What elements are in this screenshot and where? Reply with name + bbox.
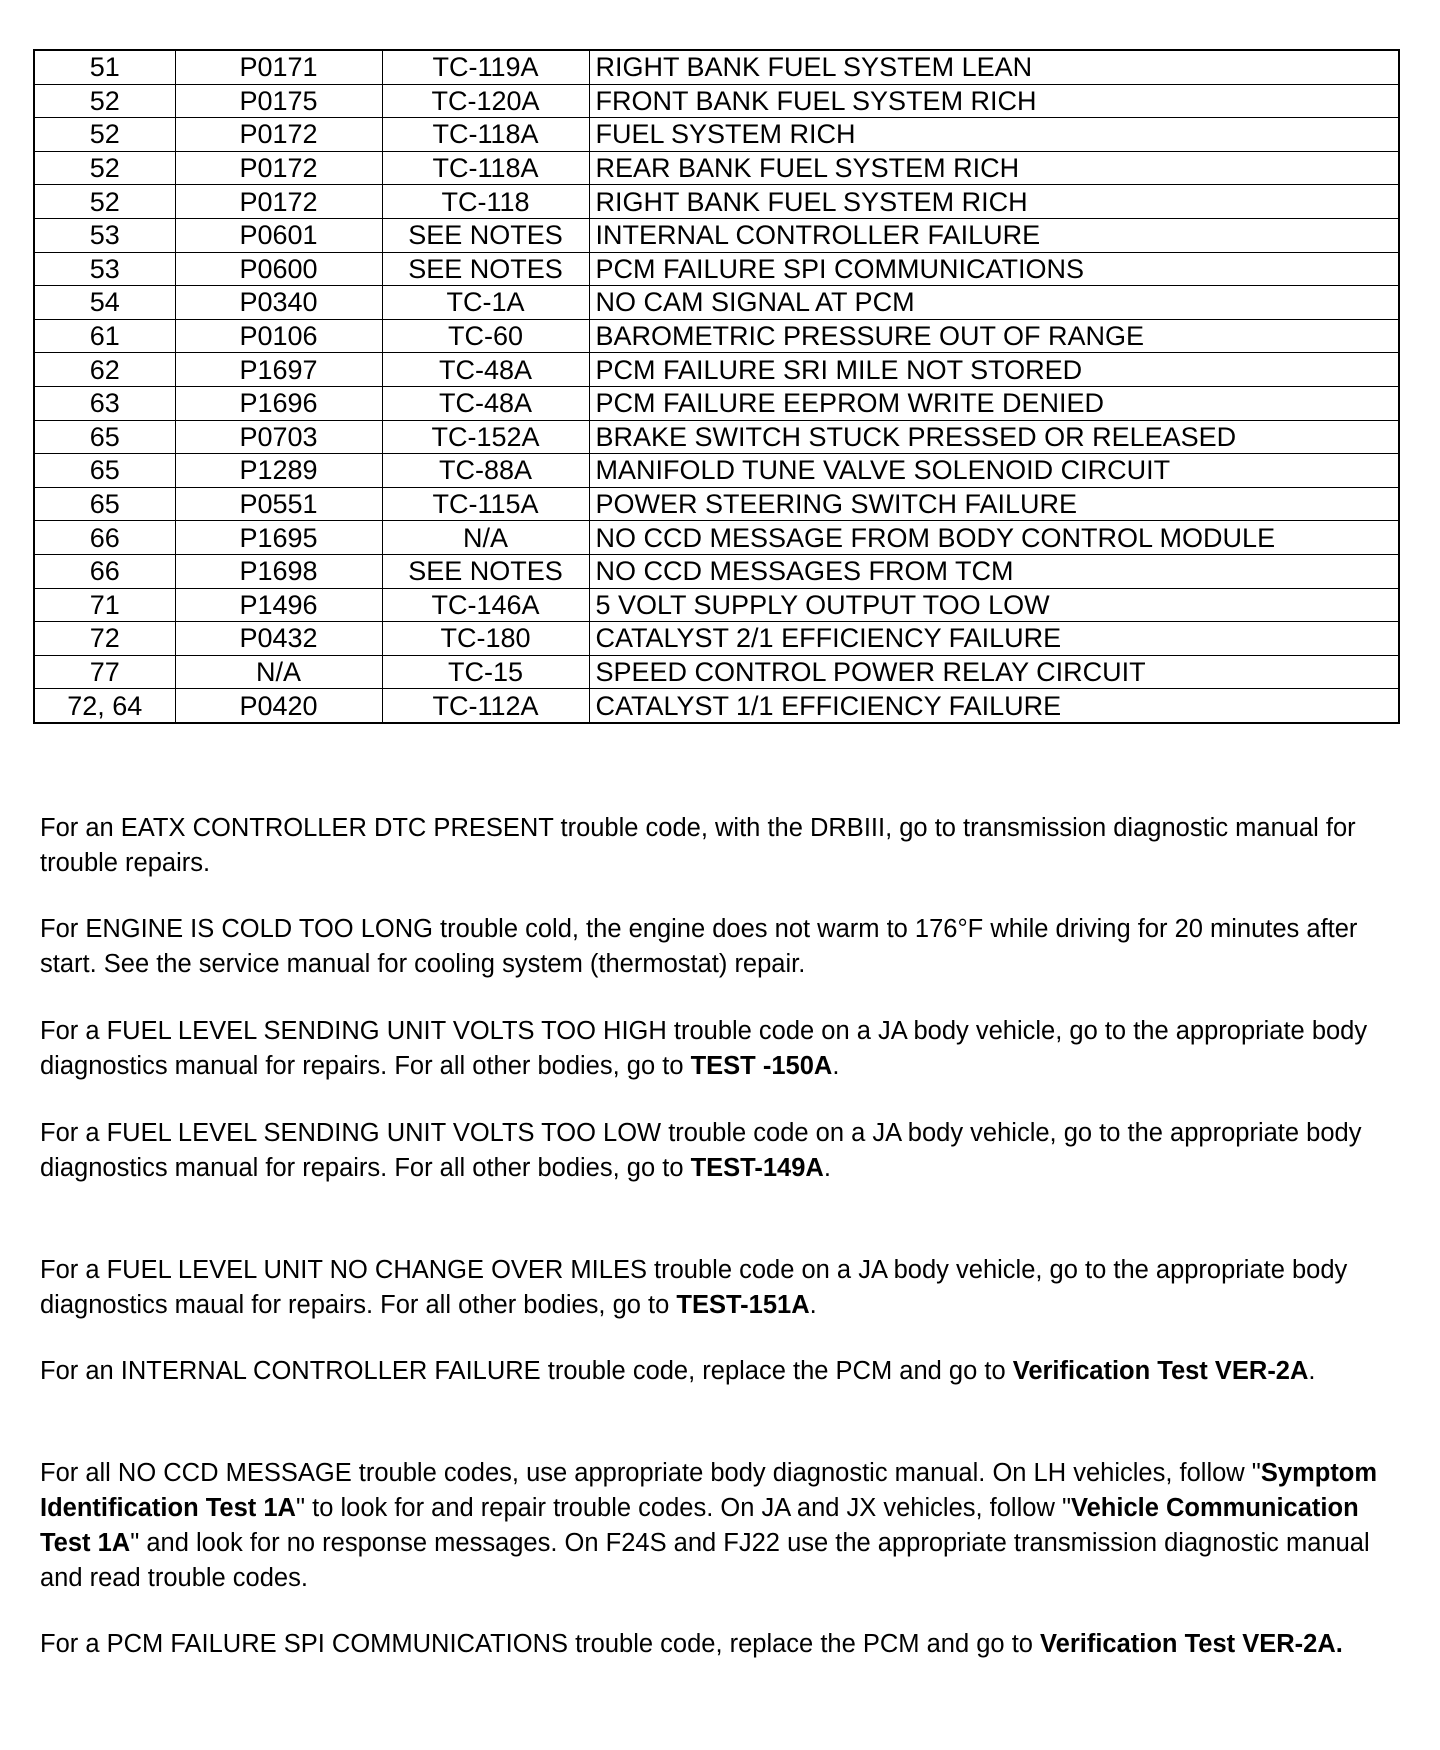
dtc-code-cell: P0601 xyxy=(175,218,382,252)
note-paragraph xyxy=(40,1627,1410,1662)
table-row xyxy=(34,286,1399,320)
code-number-cell: 65 xyxy=(34,454,175,488)
dtc-code-cell: P1697 xyxy=(175,353,382,387)
test-ref-cell: TC-48A xyxy=(382,353,589,387)
description-cell: RIGHT BANK FUEL SYSTEM LEAN xyxy=(589,50,1399,84)
table-row xyxy=(34,689,1399,723)
note-text: For a FUEL LEVEL UNIT NO CHANGE OVER MILES trouble code on a JA body vehicle, go to the appropriate body diagnostics maual for repairs. For all other bodies, go to xyxy=(40,1256,1348,1319)
dtc-code-cell: N/A xyxy=(175,655,382,689)
note-text: . xyxy=(809,1291,817,1319)
note-emphasis: Vehicle Communication Test 1A xyxy=(40,1494,1359,1557)
note-paragraph xyxy=(40,1014,1410,1084)
dtc-code-cell: P0600 xyxy=(175,252,382,286)
table-row xyxy=(34,319,1399,353)
description-cell: FUEL SYSTEM RICH xyxy=(589,118,1399,152)
dtc-code-cell: P1696 xyxy=(175,386,382,420)
code-number-cell: 72 xyxy=(34,622,175,656)
test-ref-cell: TC-60 xyxy=(382,319,589,353)
note-text: For ENGINE IS COLD TOO LONG trouble cold, the engine does not warm to 176°F while driving for 20 minutes after start. See the service manual for cooling system (thermostat) repair. xyxy=(40,915,1358,978)
description-cell: SPEED CONTROL POWER RELAY CIRCUIT xyxy=(589,655,1399,689)
note-text: For an EATX CONTROLLER DTC PRESENT trouble code, with the DRBIII, go to transmission diagnostic manual for trouble repairs. xyxy=(40,814,1356,877)
table-row xyxy=(34,218,1399,252)
note-text: For a FUEL LEVEL SENDING UNIT VOLTS TOO LOW trouble code on a JA body vehicle, go to the appropriate body diagnostics manual for repairs. For all other bodies, go to xyxy=(40,1119,1362,1182)
dtc-code-cell: P0703 xyxy=(175,420,382,454)
note-text: " to look for and repair trouble codes. On JA and JX vehicles, follow " xyxy=(295,1494,1071,1522)
note-emphasis: TEST -150A xyxy=(690,1052,833,1080)
dtc-code-cell: P0551 xyxy=(175,487,382,521)
description-cell: PCM FAILURE SPI COMMUNICATIONS xyxy=(589,252,1399,286)
code-number-cell: 53 xyxy=(34,218,175,252)
code-number-cell: 52 xyxy=(34,185,175,219)
code-number-cell: 71 xyxy=(34,588,175,622)
test-ref-cell: TC-146A xyxy=(382,588,589,622)
note-text: For a FUEL LEVEL SENDING UNIT VOLTS TOO HIGH trouble code on a JA body vehicle, go to the appropriate body diagnostics manual for repairs. For all other bodies, go to xyxy=(40,1017,1368,1080)
code-number-cell: 77 xyxy=(34,655,175,689)
note-text: . xyxy=(832,1052,840,1080)
description-cell: CATALYST 1/1 EFFICIENCY FAILURE xyxy=(589,689,1399,723)
code-number-cell: 52 xyxy=(34,118,175,152)
dtc-code-cell: P1695 xyxy=(175,521,382,555)
note-paragraph xyxy=(40,912,1410,982)
code-number-cell: 66 xyxy=(34,521,175,555)
code-number-cell: 62 xyxy=(34,353,175,387)
note-emphasis: TEST-149A xyxy=(690,1154,824,1182)
description-cell: INTERNAL CONTROLLER FAILURE xyxy=(589,218,1399,252)
description-cell: MANIFOLD TUNE VALVE SOLENOID CIRCUIT xyxy=(589,454,1399,488)
dtc-code-cell: P0340 xyxy=(175,286,382,320)
description-cell: NO CCD MESSAGE FROM BODY CONTROL MODULE xyxy=(589,521,1399,555)
description-cell: 5 VOLT SUPPLY OUTPUT TOO LOW xyxy=(589,588,1399,622)
test-ref-cell: SEE NOTES xyxy=(382,554,589,588)
description-cell: FRONT BANK FUEL SYSTEM RICH xyxy=(589,84,1399,118)
code-number-cell: 66 xyxy=(34,554,175,588)
code-number-cell: 52 xyxy=(34,84,175,118)
dtc-code-cell: P1289 xyxy=(175,454,382,488)
test-ref-cell: TC-152A xyxy=(382,420,589,454)
code-number-cell: 54 xyxy=(34,286,175,320)
table-row xyxy=(34,487,1399,521)
code-number-cell: 63 xyxy=(34,386,175,420)
description-cell: BAROMETRIC PRESSURE OUT OF RANGE xyxy=(589,319,1399,353)
test-ref-cell: TC-118 xyxy=(382,185,589,219)
note-text: For an INTERNAL CONTROLLER FAILURE trouble code, replace the PCM and go to xyxy=(40,1357,1013,1385)
test-ref-cell: TC-1A xyxy=(382,286,589,320)
table-row xyxy=(34,454,1399,488)
note-paragraph xyxy=(40,1116,1410,1186)
note-text: . xyxy=(1308,1357,1316,1385)
test-ref-cell: TC-120A xyxy=(382,84,589,118)
table-row xyxy=(34,588,1399,622)
dtc-code-cell: P0420 xyxy=(175,689,382,723)
test-ref-cell: TC-118A xyxy=(382,118,589,152)
description-cell: RIGHT BANK FUEL SYSTEM RICH xyxy=(589,185,1399,219)
table-row xyxy=(34,420,1399,454)
test-ref-cell: TC-88A xyxy=(382,454,589,488)
description-cell: BRAKE SWITCH STUCK PRESSED OR RELEASED xyxy=(589,420,1399,454)
note-emphasis: Verification Test VER-2A. xyxy=(1040,1630,1343,1658)
test-ref-cell: TC-115A xyxy=(382,487,589,521)
dtc-table xyxy=(33,49,1400,724)
code-number-cell: 65 xyxy=(34,420,175,454)
dtc-code-cell: P0172 xyxy=(175,118,382,152)
dtc-code-cell: P0175 xyxy=(175,84,382,118)
note-emphasis: Symptom Identification Test 1A xyxy=(40,1459,1378,1522)
table-row xyxy=(34,151,1399,185)
note-text: For a PCM FAILURE SPI COMMUNICATIONS trouble code, replace the PCM and go to xyxy=(40,1630,1041,1658)
test-ref-cell: TC-48A xyxy=(382,386,589,420)
note-text: . xyxy=(823,1154,831,1182)
description-cell: PCM FAILURE SRI MILE NOT STORED xyxy=(589,353,1399,387)
test-ref-cell: TC-118A xyxy=(382,151,589,185)
code-number-cell: 65 xyxy=(34,487,175,521)
note-paragraph xyxy=(40,1456,1410,1596)
table-row xyxy=(34,655,1399,689)
dtc-code-cell: P1698 xyxy=(175,554,382,588)
note-paragraph xyxy=(40,1253,1410,1323)
code-number-cell: 52 xyxy=(34,151,175,185)
table-row xyxy=(34,521,1399,555)
table-row xyxy=(34,353,1399,387)
test-ref-cell: N/A xyxy=(382,521,589,555)
dtc-code-cell: P0171 xyxy=(175,50,382,84)
dtc-code-cell: P0432 xyxy=(175,622,382,656)
description-cell: PCM FAILURE EEPROM WRITE DENIED xyxy=(589,386,1399,420)
test-ref-cell: TC-119A xyxy=(382,50,589,84)
table-row xyxy=(34,118,1399,152)
note-emphasis: Verification Test VER-2A xyxy=(1012,1357,1309,1385)
description-cell: NO CCD MESSAGES FROM TCM xyxy=(589,554,1399,588)
dtc-table-body xyxy=(34,50,1399,723)
description-cell: CATALYST 2/1 EFFICIENCY FAILURE xyxy=(589,622,1399,656)
test-ref-cell: TC-112A xyxy=(382,689,589,723)
table-row xyxy=(34,386,1399,420)
table-row xyxy=(34,622,1399,656)
description-cell: REAR BANK FUEL SYSTEM RICH xyxy=(589,151,1399,185)
note-emphasis: TEST-151A xyxy=(676,1291,810,1319)
dtc-code-cell: P1496 xyxy=(175,588,382,622)
dtc-code-cell: P0106 xyxy=(175,319,382,353)
test-ref-cell: SEE NOTES xyxy=(382,252,589,286)
table-row xyxy=(34,185,1399,219)
dtc-code-cell: P0172 xyxy=(175,185,382,219)
code-number-cell: 51 xyxy=(34,50,175,84)
table-row xyxy=(34,252,1399,286)
dtc-code-cell: P0172 xyxy=(175,151,382,185)
note-paragraph xyxy=(40,811,1410,881)
note-paragraph xyxy=(40,1354,1410,1389)
description-cell: POWER STEERING SWITCH FAILURE xyxy=(589,487,1399,521)
table-row xyxy=(34,84,1399,118)
code-number-cell: 72, 64 xyxy=(34,689,175,723)
table-row xyxy=(34,50,1399,84)
table-row xyxy=(34,554,1399,588)
code-number-cell: 53 xyxy=(34,252,175,286)
test-ref-cell: TC-180 xyxy=(382,622,589,656)
description-cell: NO CAM SIGNAL AT PCM xyxy=(589,286,1399,320)
test-ref-cell: TC-15 xyxy=(382,655,589,689)
code-number-cell: 61 xyxy=(34,319,175,353)
note-text: " and look for no response messages. On F24S and FJ22 use the appropriate transmission diagnostic manual and read trouble codes. xyxy=(40,1529,1370,1592)
test-ref-cell: SEE NOTES xyxy=(382,218,589,252)
note-text: For all NO CCD MESSAGE trouble codes, use appropriate body diagnostic manual. On LH vehicles, follow " xyxy=(40,1459,1261,1487)
